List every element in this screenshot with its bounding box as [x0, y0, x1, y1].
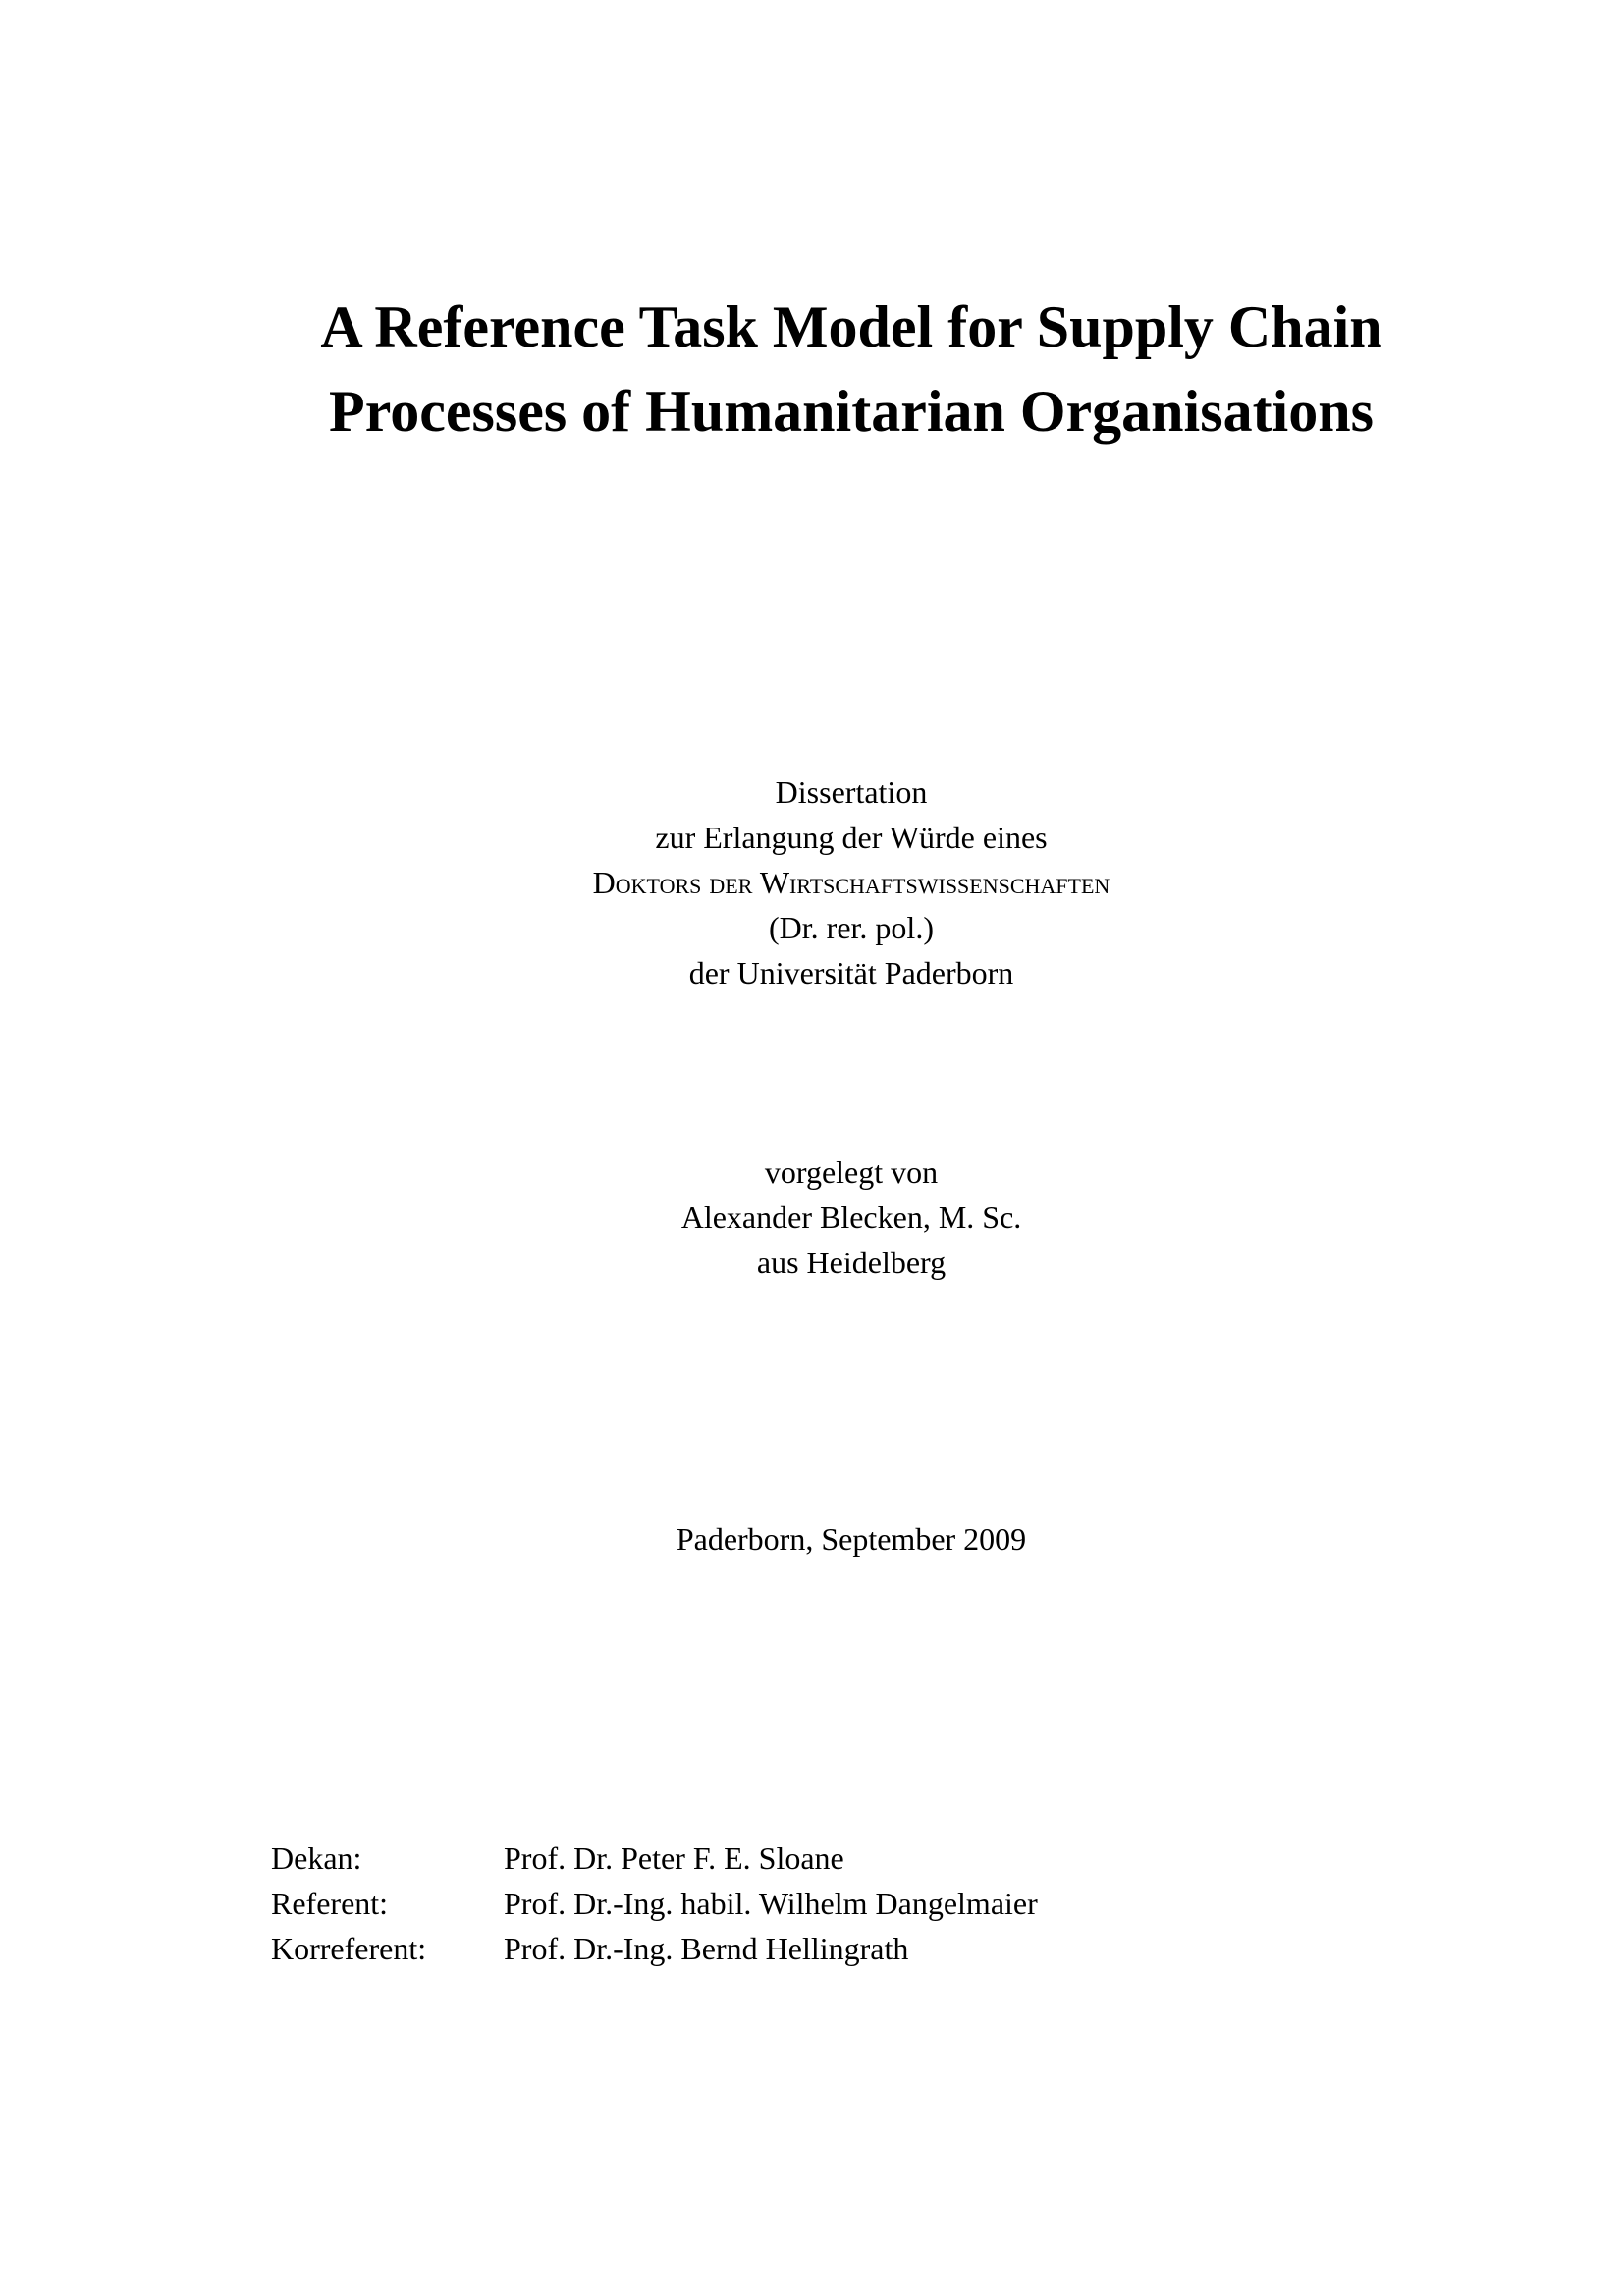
- committee-row-co-referee: [271, 1926, 1038, 1971]
- committee-row-dean: [271, 1836, 1038, 1881]
- university-name: der Universität Paderborn: [688, 955, 1014, 990]
- dissertation-purpose: zur Erlangung der Würde eines: [655, 820, 1048, 855]
- degree-abbreviation: (Dr. rer. pol.): [769, 910, 934, 945]
- committee-role: Korreferent:: [271, 1931, 427, 1966]
- author-name: Alexander Blecken, M. Sc.: [680, 1200, 1022, 1235]
- submitted-by-label: vorgelegt von: [764, 1154, 939, 1190]
- committee-list: [271, 1836, 1038, 1971]
- committee-member: Prof. Dr.-Ing. Bernd Hellingrath: [504, 1931, 909, 1966]
- committee-role: Dekan:: [271, 1841, 362, 1876]
- committee-row-referee: [271, 1881, 1038, 1926]
- committee-role: Referent:: [271, 1886, 389, 1921]
- author-block: [0, 1149, 1624, 1285]
- dissertation-label: Dissertation: [775, 774, 928, 810]
- committee-member: Prof. Dr. Peter F. E. Sloane: [504, 1841, 844, 1876]
- place-date: [0, 1517, 1624, 1562]
- committee-member: Prof. Dr.-Ing. habil. Wilhelm Dangelmaier: [504, 1886, 1038, 1921]
- degree-name: Doktors der Wirtschaftswissenschaften: [592, 865, 1110, 900]
- title-line-1: A Reference Task Model for Supply Chain: [320, 294, 1382, 359]
- document-title: [0, 285, 1624, 454]
- title-line-2: Processes of Humanitarian Organisations: [329, 379, 1374, 444]
- place-date-text: Paderborn, September 2009: [676, 1522, 1027, 1557]
- dissertation-statement: [0, 770, 1624, 995]
- author-origin: aus Heidelberg: [756, 1245, 947, 1280]
